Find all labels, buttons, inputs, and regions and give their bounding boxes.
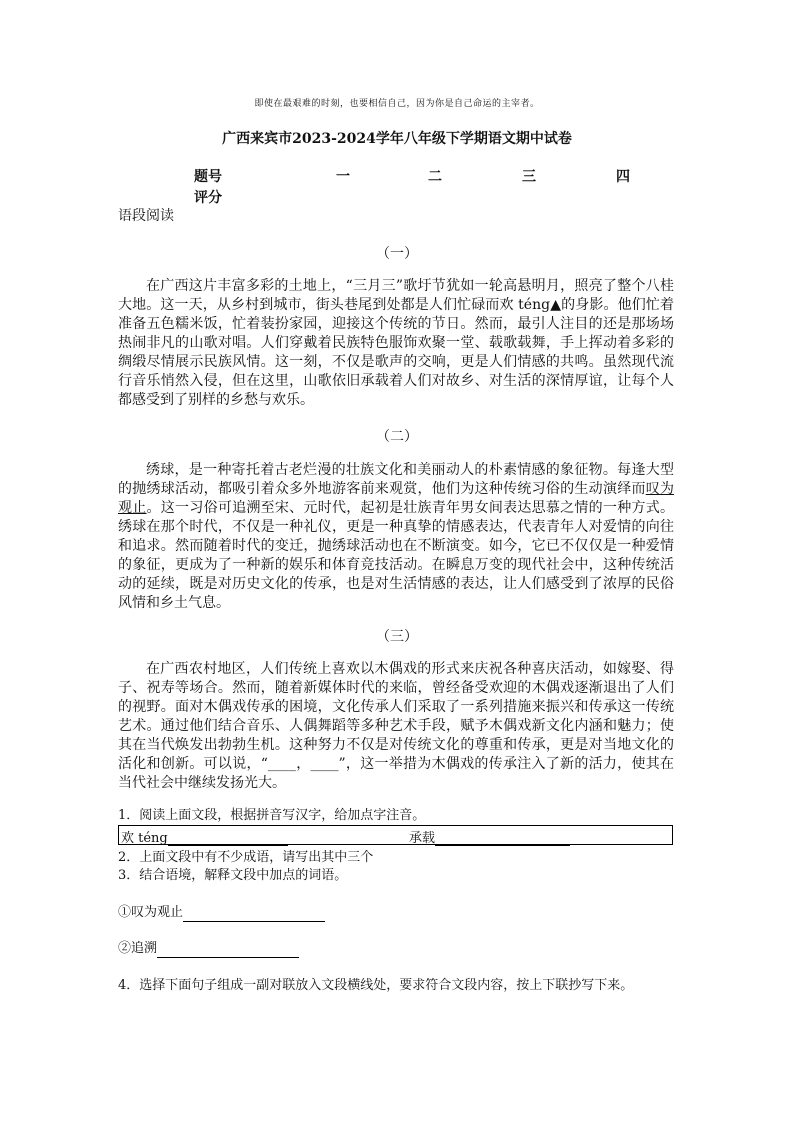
score-table-col-4: 四 xyxy=(616,169,630,185)
question-1: 1．阅读上面文段，根据拼音写汉字，给加点字注音。 xyxy=(118,808,426,823)
question-3-item-a-label: ①叹为观止 xyxy=(118,905,184,920)
question-3-item-b xyxy=(118,940,678,958)
question-1-item-left xyxy=(121,827,288,846)
question-1-right-blank[interactable] xyxy=(435,831,570,846)
question-3-item-b-label: ②追溯 xyxy=(118,941,158,956)
question-1-item-right xyxy=(409,827,570,846)
score-table-row-label: 评分 xyxy=(194,190,222,206)
passage-2-dotted-word: 叹为观止 xyxy=(118,481,674,516)
question-3: 3．结合语境，解释文段中加点的词语。 xyxy=(118,868,348,883)
motto-line: 即使在最艰难的时刻，也要相信自己，因为你是自己命运的主宰者。 xyxy=(254,99,540,109)
score-table-col-2: 二 xyxy=(428,169,442,185)
question-4: 4．选择下面句子组成一副对联放入文段横线处，要求符合文段内容，按上下联抄写下来。 xyxy=(118,978,634,993)
passage-3-text: 在广西农村地区，人们传统上喜欢以木偶戏的形式来庆祝各种喜庆活动，如嫁娶、得子、祝寿等场合。然而，随着新媒体时代的来临，曾经备受欢迎的木偶戏逐渐退出了人们的视野。面对木偶戏传承的困境，文化传承人们采取了一系列措施来振兴和传承这一传统艺术。通过他们结合音乐、人偶舞蹈等多种艺术手段，赋予木偶戏新文化内涵和魅力；使其在当代焕发出勃勃生机。这种努力不仅是对传统文化的尊重和传承，更是对当地文化的活化和创新。可以说，“____，____”，这一举措为木偶戏的传承注入了新的活力，使其在当代社会中继续发扬光大。 xyxy=(118,661,674,791)
passage-1-number: （一） xyxy=(376,246,418,262)
score-table-col-1: 一 xyxy=(336,169,350,185)
passage-3-number: （三） xyxy=(376,629,418,645)
section-heading: 语段阅读 xyxy=(118,208,174,224)
question-1-right-label: 承载 xyxy=(409,831,436,846)
score-table-header-label: 题号 xyxy=(194,169,222,185)
exam-title: 广西来宾市2023-2024学年八年级下学期语文期中试卷 xyxy=(222,131,572,147)
passage-1-text: 在广西这片丰富多彩的土地上，“三月三”歌圩节犹如一轮高悬明月，照亮了整个八桂大地。这一天，从乡村到城市，街头巷尾到处都是人们忙碌而欢 téng▲的身影。他们忙着准备五色糯米饭，忙着装扮家园，迎接这个传统的节日。然而，最引人注目的还是那场场热闹非凡的山歌对唱。人们穿戴着民族特色服饰欢聚一堂、载歌载舞，手上挥动着多彩的绸缎尽情展示民族风情。这一刻，不仅是歌声的交响，更是人们情感的共鸣。虽然现代流行音乐悄然入侵，但在这里，山歌依旧承载着人们对故乡、对生活的深情厚谊，让每个人都感受到了别样的乡愁与欢乐。 xyxy=(118,278,674,408)
passage-2-text-b: 。这一习俗可追溯至宋、元时代，起初是壮族青年男女间表达思慕之情的一种方式。绣球在那个时代，不仅是一种礼仪，更是一种真挚的情感表达，代表青年人对爱情的向往和追求。然而随着时代的变迁，抛绣球活动也在不断演变。如今，它已不仅仅是一种爱情的象征，更成为了一种新的娱乐和体育竞技活动。在瞬息万变的现代社会中，这种传统活动的延续，既是对历史文化的传承，也是对生活情感的表达，让人们感受到了浓厚的民俗风情和乡土气息。 xyxy=(118,500,675,611)
passage-2-number: （二） xyxy=(376,429,418,445)
score-table-col-3: 三 xyxy=(522,169,536,185)
question-3-item-b-blank[interactable] xyxy=(157,943,299,958)
passage-2-text xyxy=(118,461,674,613)
question-1-left-label: 欢 téng xyxy=(121,831,168,846)
question-3-item-a-blank[interactable] xyxy=(183,907,325,922)
question-1-answer-box xyxy=(118,825,673,845)
question-3-item-a xyxy=(118,904,678,922)
question-2: 2．上面文段中有不少成语，请写出其中三个 xyxy=(118,850,374,865)
question-1-left-blank[interactable] xyxy=(168,831,288,846)
passage-2-text-a: 绣球，是一种寄托着古老烂漫的壮族文化和美丽动人的朴素情感的象征物。每逢大型的抛绣球活动，都吸引着众多外地游客前来观赏，他们为这种传统习俗的生动演绎而 xyxy=(118,462,674,497)
